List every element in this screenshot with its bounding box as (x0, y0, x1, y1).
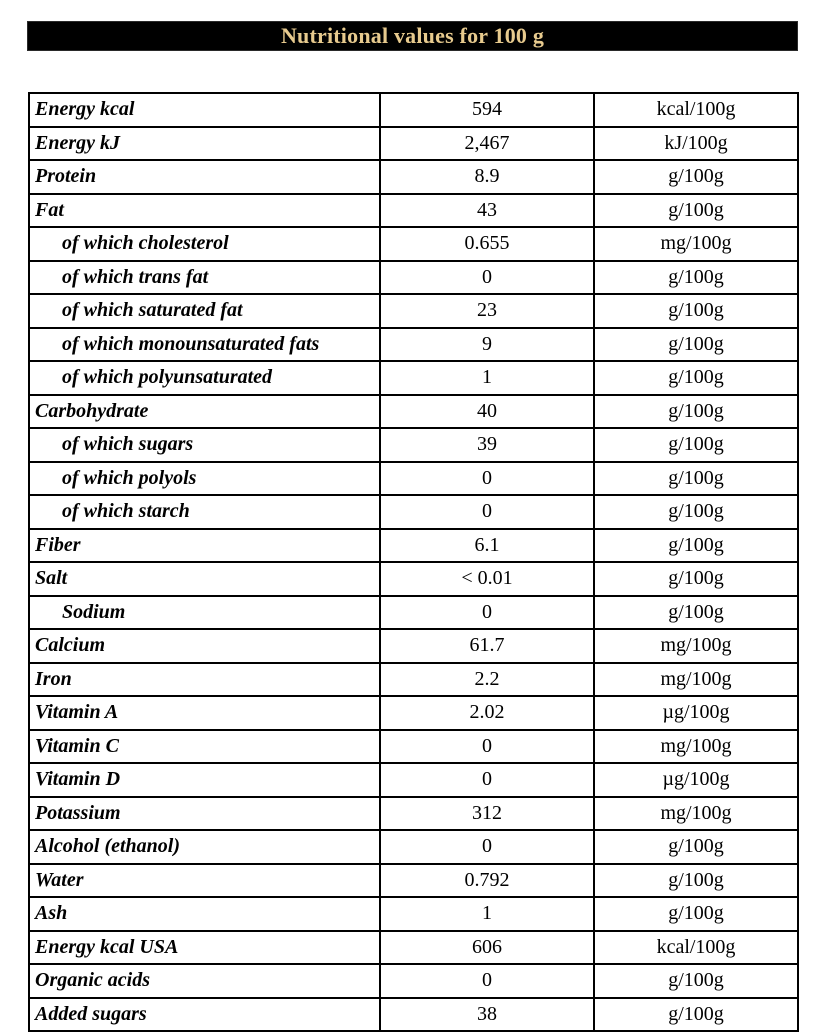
nutrient-unit: g/100g (594, 160, 798, 194)
nutrient-unit: kJ/100g (594, 127, 798, 161)
nutrient-label: Vitamin A (29, 696, 380, 730)
nutrient-value: 1 (380, 897, 594, 931)
table-row (29, 395, 798, 429)
nutrient-label: Vitamin C (29, 730, 380, 764)
table-row (29, 864, 798, 898)
nutrient-value: 9 (380, 328, 594, 362)
nutrient-unit: g/100g (594, 529, 798, 563)
nutrient-value: 6.1 (380, 529, 594, 563)
nutrient-unit: g/100g (594, 261, 798, 295)
nutrient-label: Organic acids (29, 964, 380, 998)
nutrient-value: 38 (380, 998, 594, 1032)
table-row (29, 797, 798, 831)
nutrient-unit: g/100g (594, 294, 798, 328)
nutrient-label: of which monounsaturated fats (29, 328, 380, 362)
table-row (29, 931, 798, 965)
nutrient-value: 2.02 (380, 696, 594, 730)
nutrient-label: of which sugars (29, 428, 380, 462)
nutrient-label: Fat (29, 194, 380, 228)
nutrition-table (28, 92, 799, 1032)
table-row (29, 998, 798, 1032)
nutrient-value: 43 (380, 194, 594, 228)
nutrient-label: Iron (29, 663, 380, 697)
nutrient-value: 0.792 (380, 864, 594, 898)
table-row (29, 294, 798, 328)
nutrient-unit: g/100g (594, 998, 798, 1032)
nutrient-unit: mg/100g (594, 227, 798, 261)
nutrient-label: Protein (29, 160, 380, 194)
nutrient-label: Ash (29, 897, 380, 931)
nutrient-unit: g/100g (594, 428, 798, 462)
nutrient-value: 0 (380, 495, 594, 529)
nutrient-unit: g/100g (594, 395, 798, 429)
nutrient-unit: g/100g (594, 361, 798, 395)
nutrient-label: Fiber (29, 529, 380, 563)
nutrition-table-body (29, 93, 798, 1031)
nutrient-value: 0 (380, 596, 594, 630)
table-row (29, 261, 798, 295)
nutrient-value: 1 (380, 361, 594, 395)
nutrient-value: 8.9 (380, 160, 594, 194)
table-row (29, 227, 798, 261)
nutrient-value: 312 (380, 797, 594, 831)
table-row (29, 964, 798, 998)
nutrient-label: Salt (29, 562, 380, 596)
nutrient-label: Water (29, 864, 380, 898)
nutrient-unit: mg/100g (594, 629, 798, 663)
table-row (29, 897, 798, 931)
nutrient-label: Calcium (29, 629, 380, 663)
table-row (29, 93, 798, 127)
nutrient-label: Sodium (29, 596, 380, 630)
nutrient-label: Added sugars (29, 998, 380, 1032)
nutrient-unit: g/100g (594, 964, 798, 998)
nutrient-value: < 0.01 (380, 562, 594, 596)
nutrient-label: Carbohydrate (29, 395, 380, 429)
table-row (29, 529, 798, 563)
nutrient-value: 0 (380, 964, 594, 998)
nutrient-unit: g/100g (594, 194, 798, 228)
nutrient-unit: kcal/100g (594, 931, 798, 965)
table-row (29, 663, 798, 697)
nutrient-label: of which starch (29, 495, 380, 529)
table-title-bar (27, 21, 798, 51)
nutrient-label: Energy kcal (29, 93, 380, 127)
table-row (29, 160, 798, 194)
nutrient-label: Alcohol (ethanol) (29, 830, 380, 864)
nutrient-value: 0 (380, 830, 594, 864)
nutrient-value: 2,467 (380, 127, 594, 161)
nutrient-label: Vitamin D (29, 763, 380, 797)
table-row (29, 328, 798, 362)
nutrient-unit: g/100g (594, 328, 798, 362)
table-row (29, 730, 798, 764)
nutrient-unit: mg/100g (594, 730, 798, 764)
nutrient-label: of which polyunsaturated (29, 361, 380, 395)
table-row (29, 361, 798, 395)
nutrient-unit: g/100g (594, 596, 798, 630)
nutrient-value: 61.7 (380, 629, 594, 663)
table-row (29, 629, 798, 663)
nutrient-label: of which cholesterol (29, 227, 380, 261)
nutrient-label: Potassium (29, 797, 380, 831)
nutrient-value: 0 (380, 462, 594, 496)
nutrient-unit: g/100g (594, 562, 798, 596)
nutrient-label: Energy kcal USA (29, 931, 380, 965)
table-row (29, 428, 798, 462)
nutrient-value: 39 (380, 428, 594, 462)
table-row (29, 495, 798, 529)
table-row (29, 127, 798, 161)
table-row (29, 596, 798, 630)
nutrient-label: of which polyols (29, 462, 380, 496)
table-row (29, 696, 798, 730)
nutrient-value: 40 (380, 395, 594, 429)
table-row (29, 830, 798, 864)
nutrient-label: of which saturated fat (29, 294, 380, 328)
nutrient-value: 23 (380, 294, 594, 328)
nutrient-value: 0 (380, 763, 594, 797)
nutrient-value: 0 (380, 261, 594, 295)
nutrient-value: 606 (380, 931, 594, 965)
table-row (29, 562, 798, 596)
nutrient-value: 0 (380, 730, 594, 764)
nutrient-unit: g/100g (594, 864, 798, 898)
table-title: Nutritional values for 100 g (280, 23, 545, 48)
nutrient-value: 594 (380, 93, 594, 127)
nutrient-label: Energy kJ (29, 127, 380, 161)
nutrient-unit: g/100g (594, 897, 798, 931)
nutrient-unit: mg/100g (594, 663, 798, 697)
table-row (29, 462, 798, 496)
nutrient-value: 0.655 (380, 227, 594, 261)
nutrient-unit: g/100g (594, 462, 798, 496)
nutrient-unit: µg/100g (594, 763, 798, 797)
nutrient-unit: µg/100g (594, 696, 798, 730)
nutrient-unit: kcal/100g (594, 93, 798, 127)
table-row (29, 763, 798, 797)
table-row (29, 194, 798, 228)
nutrient-label: of which trans fat (29, 261, 380, 295)
nutrient-unit: g/100g (594, 830, 798, 864)
nutrient-unit: mg/100g (594, 797, 798, 831)
nutrient-unit: g/100g (594, 495, 798, 529)
nutrient-value: 2.2 (380, 663, 594, 697)
